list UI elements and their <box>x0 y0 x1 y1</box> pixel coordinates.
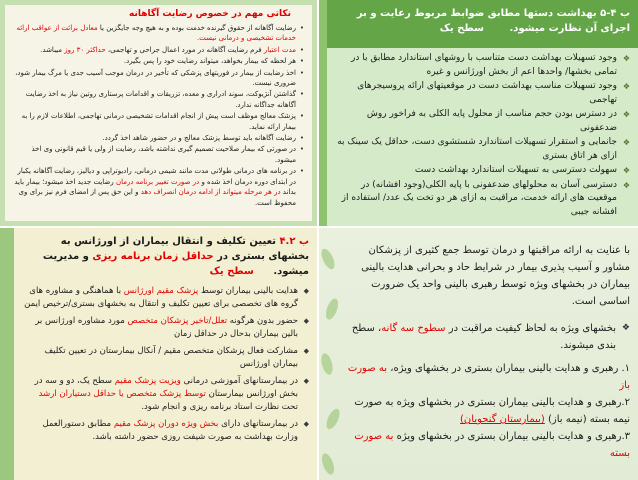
emergency-disposition-slide <box>0 228 317 480</box>
item-text: مطابق دستورالعمل وزارت بهداشت به صورت شیفت روزی حضور داشته باشد. <box>42 419 298 442</box>
list-item <box>11 56 305 66</box>
item-text: رضایت آگاهانه از حقوق گیرنده خدمت بوده و به هیچ وجه جایگزین یا <box>97 24 296 32</box>
list-item <box>341 428 630 462</box>
hospital-name: (بیمارستان گنجویان) <box>460 414 545 425</box>
list-item <box>11 111 305 132</box>
list-item: ❖ دسترسی آسان به محلولهای ضدعفونی با پایه الکلی(وجود افشانه) در موقعیت های ارائه خدمت، مراقبت به ازای هر دو تخت یک عدد/ استفاده از افشانه جیبی <box>333 179 630 220</box>
item-text: هر لحظه که بیمار بخواهد، میتواند رضایت خود را پس بگیرد. <box>123 57 296 66</box>
leaf-decoration <box>320 452 337 476</box>
item-text: ۳.رهبری و هدایت بالینی بیماران بستری در بخشهای ویژه <box>393 431 630 442</box>
highlighted-text: پزشک مقیم اورژانس <box>123 286 199 296</box>
highlighted-text: حداکثر ۳۰ روز <box>64 45 106 54</box>
list-item <box>11 23 305 44</box>
item-text: هدایت بالینی بیماران توسط <box>198 286 298 296</box>
standard-level: سطح یک <box>209 266 254 277</box>
leaf-decoration <box>324 407 342 431</box>
standard-header <box>327 0 638 48</box>
highlighted-text: سطوح سه گانه <box>381 323 446 334</box>
icu-leadership-slide <box>319 228 638 480</box>
item-text: در برنامه های درمانی طولانی مدت مانند شیمی درمانی، رادیوتراپی و دیالیز، رضایت آگاهانه یکبار در ابتدای دوره درمان اخذ شده و <box>17 167 296 186</box>
list-item <box>20 285 309 311</box>
standard-level: سطح یک <box>439 23 484 34</box>
highlighted-text: بخش ویژه دوران پزشک مقیم <box>113 419 219 429</box>
hand-hygiene-slide <box>319 0 638 226</box>
list-item <box>11 166 305 208</box>
standard-header <box>20 234 309 279</box>
item-text: ، سطح بندی میشوند. <box>351 323 616 351</box>
intro-paragraph: با عنایت به ارائه مراقبتها و درمان توسط جمع کثیری از پزشکان مشاور و آسیب پذیری بیمار در شرایط حاد و بحرانی هدایت بالینی بیماران در بخشهای ویژه توسط رهبری بالینی واحد یک ضرورت اساسی است. <box>361 245 630 307</box>
hand-hygiene-list <box>327 48 638 219</box>
leaf-decoration <box>319 247 337 271</box>
highlighted-text: به صورت بسته <box>354 431 630 459</box>
item-text: مورد مشاوره اورژانس بر بالین بیماران بدحال در حداقل زمان <box>35 316 298 339</box>
item-text: در بیمارستانهای دارای <box>218 419 298 429</box>
item-text: ۱. رهبری و هدایت بالینی بیماران بستری در بخشهای ویژه، <box>387 363 630 374</box>
highlighted-text: تعلل/تاخیر پزشکان متخصص <box>127 316 228 326</box>
list-item <box>20 345 309 371</box>
highlighted-text: به صورت باز <box>347 363 630 391</box>
list-item <box>11 89 305 110</box>
highlighted-text: معادل برائت از عواقب ارائه خدمات تشخیصی و درمانی نیست. <box>16 24 296 43</box>
highlighted-text: حداقل زمان برنامه ریزی <box>92 251 214 262</box>
item-text: و این حق پس از امضای فرم نیز برای وی محفوظ است. <box>18 188 296 207</box>
consent-notes-list <box>11 23 305 208</box>
item-text: بخشهای ویژه به لحاظ کیفیت مراقبت در <box>445 323 616 334</box>
highlighted-text: در صورت تغییر برنامه درمان <box>115 177 200 186</box>
list-item: ❖ سهولت دسترسی به تسهیلات استاندارد بهداشت دست <box>333 164 630 178</box>
highlighted-text: ویزیت پزشک مقیم <box>114 376 181 386</box>
item-text: پزشک معالج موظف است پیش از انجام اقدامات تشخیصی درمانی تهاجمی، اطلاعات لازم را به بیمار ارائه نماید. <box>21 112 296 131</box>
levels-note <box>341 320 630 354</box>
list-item <box>11 133 305 143</box>
list-item <box>11 144 305 165</box>
item-text: مشارکت فعال پزشکان متخصص مقیم / آنکال بیمارستان در تعیین تکلیف بیماران اورژانس <box>44 346 298 369</box>
standard-code: ب ۴-۵ <box>600 8 630 19</box>
item-text: رضایت جدید اخذ میشود؛ بیمار باید بداند <box>14 177 296 197</box>
item-text: تحت نظارت استاد برنامه ریزی و انجام شود. <box>141 402 298 412</box>
item-text: سطح یک، دو و سه در بخش اورژانس بیمارستان <box>34 376 298 399</box>
highlighted-text: در هر مرحله میتواند از ادامه درمان انصراف دهد <box>140 188 281 197</box>
consent-notes-slide <box>0 0 317 226</box>
list-item: ❖ وجود تسهیلات بهداشت دست متناسب با روشهای استاندارد مطابق با در تمامی بخشها/ واحدها اعم از بخش اورژانس و غیره <box>333 52 630 79</box>
list-item <box>20 375 309 414</box>
item-text: ۲.رهبری و هدایت بالینی بیماران بستری در بخشهای ویژه به صورت نیمه بسته (نیمه باز) <box>354 397 630 425</box>
standard-title-end: و مدیریت میشود. <box>42 251 309 277</box>
emergency-list <box>20 285 309 444</box>
item-text: فرم رضایت آگاهانه در مورد اعمال جراحی و تهاجمی، <box>105 45 264 54</box>
list-item <box>341 360 630 394</box>
standard-code: ب ۴.۲ <box>279 236 309 247</box>
list-item <box>11 68 305 89</box>
leadership-models-list <box>341 360 630 462</box>
list-item <box>341 394 630 428</box>
leaf-decoration <box>324 297 341 321</box>
list-item: ❖ در دسترس بودن حجم مناسب از محلول پایه الکلی به فراخور روش ضدعفونی <box>333 108 630 135</box>
list-item <box>20 418 309 444</box>
item-text: در بیمارستانهای آموزشی درمانی <box>180 376 298 386</box>
list-item <box>20 315 309 341</box>
item-text: رضایت آگاهانه باید توسط پزشک معالج و در حضور شاهد اخذ گردد. <box>102 134 296 143</box>
standard-title: بهداشت دستها مطابق ضوابط مربوط رعایت و بر اجرای آن نظارت میشود. <box>356 8 630 34</box>
list-item <box>11 45 305 55</box>
highlighted-text: مدت اعتبار <box>263 45 296 54</box>
item-text: اخذ رضایت از بیمار در فوریتهای پزشکی که تأخیر در درمان موجب آسیب جدی یا مرگ بیمار شود، ضروری نیست. <box>15 68 296 88</box>
item-text: در صورتی که بیمار صلاحیت تصمیم گیری نداشته باشد، رضایت از ولی یا قیم قانونی وی اخذ میشود. <box>31 145 296 164</box>
leaf-decoration <box>319 352 334 376</box>
item-text: با هماهنگی و مشاوره های گروه های تخصصی برای تعیین تکلیف و انتقال به بخشهای بستری/ترخیص ایمن <box>24 286 298 309</box>
list-item: ❖ وجود تسهیلات مناسب بهداشت دست در موقعیتهای ارائه پروسیجرهای تهاجمی <box>333 80 630 107</box>
item-text: حضور بدون هرگونه <box>227 316 298 326</box>
item-text: میباشد. <box>40 45 65 54</box>
list-item: ❖ جانمایی و استقرار تسهیلات استاندارد شستشوی دست، حداقل یک سینک به ازای هر اتاق بستری <box>333 136 630 163</box>
standard-title: تعیین تکلیف و انتقال بیماران از اورژانس به بخشهای بستری در <box>60 236 309 262</box>
slide-title: نکاتی مهم در خصوص رضایت آگاهانه <box>129 9 291 19</box>
highlighted-text: توسط پزشک متخصص یا حداقل دستیاران ارشد <box>38 389 206 399</box>
item-text: گذاشتن آنژیوکت، سوند ادراری و معده، تزریقات و اقدامات پرستاری روتین نیاز به اخذ رضایت آگاهانه جداگانه ندارد. <box>25 90 296 109</box>
